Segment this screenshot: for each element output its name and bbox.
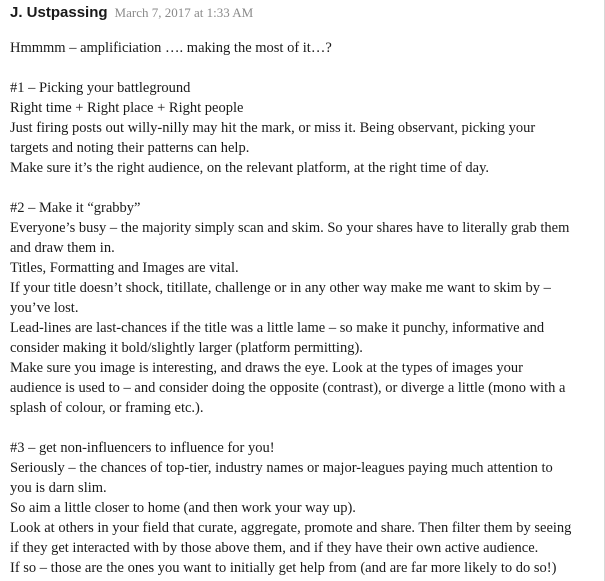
- body-line: audience is used to – and consider doing the opposite (contrast), or diverge a little (mono with a: [10, 380, 566, 396]
- body-line: If so – those are the ones you want to initially get help from (and are far more likely to do so!): [10, 560, 557, 576]
- paragraph-gap: [10, 178, 598, 198]
- body-line: you’ve lost.: [10, 300, 79, 316]
- comment-body: [10, 38, 598, 578]
- comment-header: [10, 4, 253, 24]
- section-heading: #3 – get non-influencers to influence for you!: [10, 440, 275, 456]
- body-line: targets and noting their patterns can help.: [10, 140, 250, 156]
- body-line: consider making it bold/slightly larger (platform permitting).: [10, 340, 363, 356]
- body-line: So aim a little closer to home (and then work your way up).: [10, 500, 356, 516]
- body-line: Right time + Right place + Right people: [10, 100, 244, 116]
- body-line: Look at others in your field that curate, aggregate, promote and share. Then filter them by seeing: [10, 520, 572, 536]
- body-line: Make sure it’s the right audience, on the relevant platform, at the right time of day.: [10, 160, 490, 176]
- body-line: Make sure you image is interesting, and draws the eye. Look at the types of images your: [10, 360, 524, 376]
- body-line: splash of colour, or framing etc.).: [10, 400, 204, 416]
- body-line: Lead-lines are last-chances if the title was a little lame – so make it punchy, informative and: [10, 320, 545, 336]
- comment-author[interactable]: J. Ustpassing: [10, 4, 108, 21]
- body-line: Just firing posts out willy-nilly may hit the mark, or miss it. Being observant, picking your: [10, 120, 536, 136]
- section-heading: #2 – Make it “grabby”: [10, 200, 141, 216]
- body-line: if they get interacted with by those above them, and if they have their own active audience.: [10, 540, 539, 556]
- body-line: and draw them in.: [10, 240, 115, 256]
- section-heading: #1 – Picking your battleground: [10, 80, 191, 96]
- body-line: Everyone’s busy – the majority simply scan and skim. So your shares have to literally grab them: [10, 220, 570, 236]
- body-line: If your title doesn’t shock, titillate, challenge or in any other way make me want to skim by –: [10, 280, 551, 296]
- paragraph-gap: [10, 58, 598, 78]
- body-line: Titles, Formatting and Images are vital.: [10, 260, 239, 276]
- comment-timestamp[interactable]: March 7, 2017 at 1:33 AM: [114, 5, 254, 20]
- body-line: Seriously – the chances of top-tier, industry names or major-leagues paying much attention to: [10, 460, 553, 476]
- body-line: you is darn slim.: [10, 480, 107, 496]
- paragraph-gap: [10, 418, 598, 438]
- body-line: Hmmmm – amplificiation …. making the most of it…?: [10, 40, 332, 56]
